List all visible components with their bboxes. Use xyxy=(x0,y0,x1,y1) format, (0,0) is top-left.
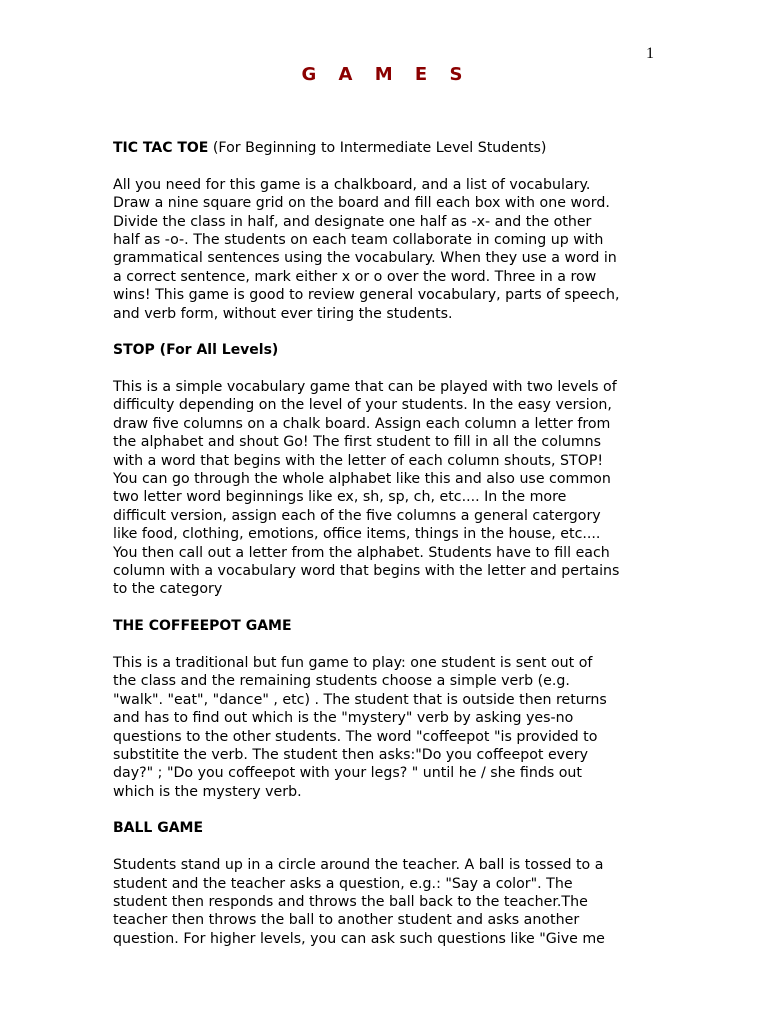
paragraph-line: question. For higher levels, you can ask such questions like "Give me xyxy=(113,930,605,947)
paragraph-line: "walk". "eat", "dance" , etc) . The student that is outside then returns xyxy=(113,691,607,708)
paragraph-line: This is a simple vocabulary game that can be played with two levels of xyxy=(113,379,617,396)
paragraph-line: a correct sentence, mark either x or o over the word. Three in a row xyxy=(113,268,597,285)
section-heading-subtitle: (For Beginning to Intermediate Level Students) xyxy=(208,140,547,156)
paragraph-line: to the category xyxy=(113,581,223,598)
paragraph-line: column with a vocabulary word that begins with the letter and pertains xyxy=(113,562,620,579)
paragraph-line: two letter word beginnings like ex, sh, sp, ch, etc.... In the more xyxy=(113,489,567,506)
page-number: 1 xyxy=(646,45,654,62)
section-heading-title: STOP (For All Levels) xyxy=(113,342,279,359)
section-heading xyxy=(113,819,658,837)
paragraph-line: You can go through the whole alphabet like this and also use common xyxy=(113,471,611,488)
section-heading xyxy=(113,341,658,359)
section-heading-title: TIC TAC TOE xyxy=(113,140,209,156)
paragraph-line: Students stand up in a circle around the teacher. A ball is tossed to a xyxy=(113,857,604,874)
section-paragraph xyxy=(113,176,658,323)
section-paragraph xyxy=(113,856,658,948)
section-heading xyxy=(113,617,658,635)
paragraph-line: You then call out a letter from the alphabet. Students have to fill each xyxy=(113,544,610,561)
paragraph-line: with a word that begins with the letter of each column shouts, STOP! xyxy=(113,452,604,469)
paragraph-line: substitite the verb. The student then asks:"Do you coffeepot every xyxy=(113,746,589,763)
paragraph-line: which is the mystery verb. xyxy=(113,783,302,800)
paragraph-line: This is a traditional but fun game to play: one student is sent out of xyxy=(113,654,593,671)
paragraph-line: Divide the class in half, and designate one half as -x- and the other xyxy=(113,213,592,230)
paragraph-line: questions to the other students. The word "coffeepot "is provided to xyxy=(113,728,598,745)
paragraph-line: wins! This game is good to review general vocabulary, parts of speech, xyxy=(113,287,620,304)
section-paragraph xyxy=(113,378,658,599)
paragraph-line: half as -o-. The students on each team collaborate in coming up with xyxy=(113,231,604,248)
document-body xyxy=(113,139,658,967)
section-heading-title: BALL GAME xyxy=(113,820,204,837)
paragraph-line: grammatical sentences using the vocabulary. When they use a word in xyxy=(113,250,617,267)
section xyxy=(113,341,658,598)
paragraph-line: the class and the remaining students choose a simple verb (e.g. xyxy=(113,673,570,690)
section-heading-title: THE COFFEEPOT GAME xyxy=(113,618,292,635)
paragraph-line: and verb form, without ever tiring the students. xyxy=(113,305,453,322)
paragraph-line: student then responds and throws the ball back to the teacher.The xyxy=(113,894,588,911)
section xyxy=(113,819,658,948)
paragraph-line: student and the teacher asks a question, e.g.: "Say a color". The xyxy=(113,875,573,892)
paragraph-line: draw five columns on a chalk board. Assign each column a letter from xyxy=(113,415,611,432)
paragraph-line: day?" ; "Do you coffeepot with your legs? " until he / she finds out xyxy=(113,765,582,782)
section xyxy=(113,139,658,323)
section-heading xyxy=(113,139,658,157)
paragraph-line: Draw a nine square grid on the board and fill each box with one word. xyxy=(113,195,610,212)
paragraph-line: All you need for this game is a chalkboard, and a list of vocabulary. xyxy=(113,176,591,193)
paragraph-line: difficult version, assign each of the five columns a general catergory xyxy=(113,507,601,524)
paragraph-line: difficulty depending on the level of your students. In the easy version, xyxy=(113,397,612,414)
paragraph-line: and has to find out which is the "mystery" verb by asking yes-no xyxy=(113,710,574,727)
document-title: G A M E S xyxy=(301,64,471,85)
paragraph-line: like food, clothing, emotions, office items, things in the house, etc.... xyxy=(113,526,601,543)
paragraph-line: teacher then throws the ball to another student and asks another xyxy=(113,912,580,929)
section-paragraph xyxy=(113,654,658,801)
section xyxy=(113,617,658,801)
paragraph-line: the alphabet and shout Go! The first student to fill in all the columns xyxy=(113,434,602,451)
